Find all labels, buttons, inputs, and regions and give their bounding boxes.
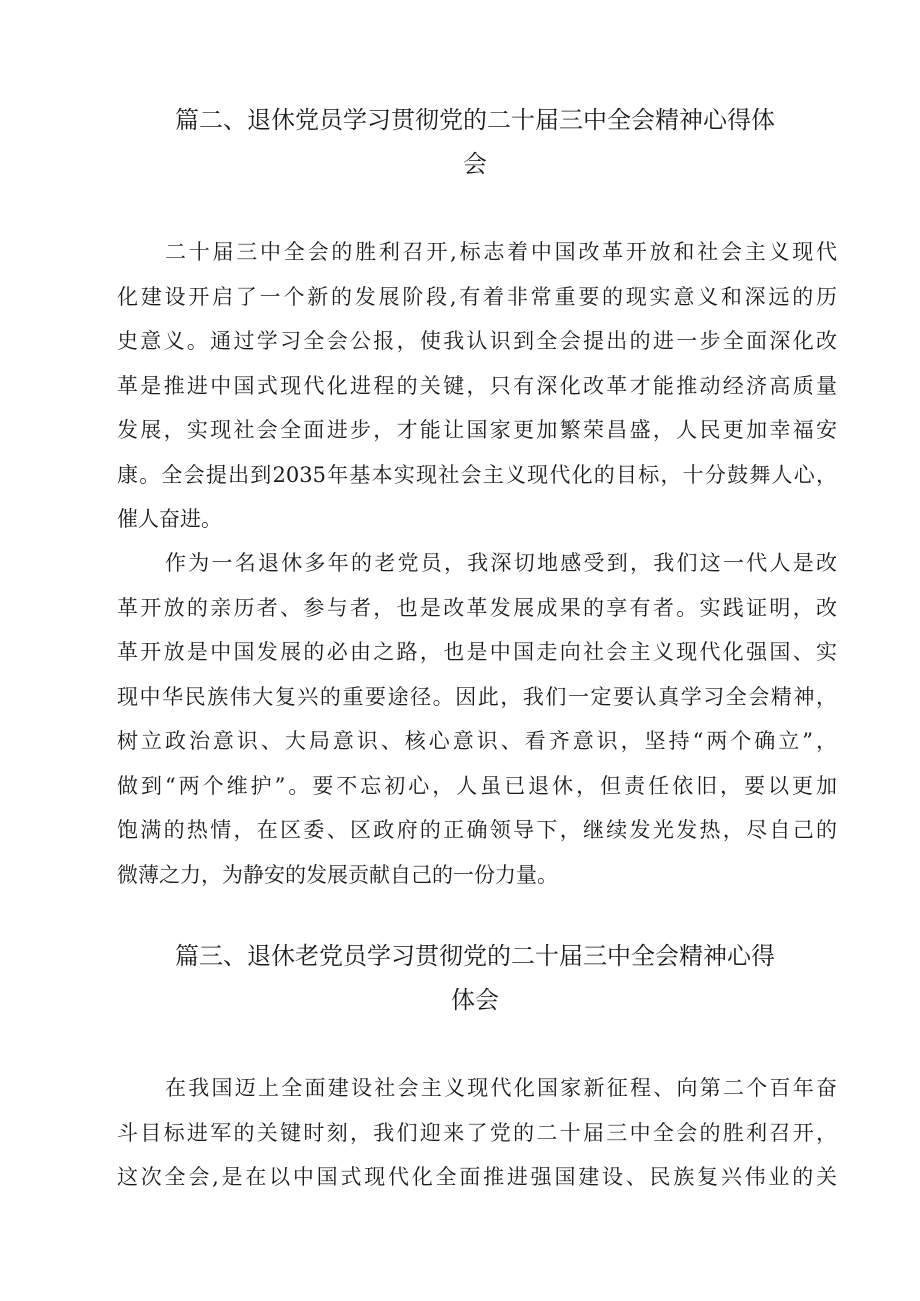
section-2-title	[150, 98, 800, 186]
section-2-title-line-1: 篇二、退休党员学习贯彻党的二十届三中全会精神心得体	[175, 106, 775, 134]
text-line: 史意义。通过学习全会公报，使我认识到全会提出的进一步全面深化改	[117, 329, 837, 353]
text-line: 革开放是中国发展的必由之路，也是中国走向社会主义现代化强国、实	[117, 640, 837, 664]
section-3-title	[150, 934, 800, 1022]
text-line: 做到“两个维护”。要不忘初心，人虽已退休，但责任依旧，要以更加	[117, 773, 837, 798]
text-line: 革开放的亲历者、参与者，也是改革发展成果的享有者。实践证明，改	[117, 595, 837, 620]
text-line: 作为一名退休多年的老党员，我深切地感受到，我们这一代人是改	[165, 551, 837, 575]
text-line: 现中华民族伟大复兴的重要途径。因此，我们一定要认真学习全会精神，	[117, 684, 837, 709]
text-line: 发展，实现社会全面进步，才能让国家更加繁荣昌盛，人民更加幸福安	[117, 418, 837, 442]
text-line: 革是推进中国式现代化进程的关键，只有深化改革才能推动经济高质量	[117, 373, 837, 398]
text-line: 微薄之力，为静安的发展贡献自己的一份力量。	[117, 862, 558, 887]
section-3-paragraph-1	[117, 1066, 837, 1200]
section-3-title-line-2: 体会	[451, 986, 499, 1014]
section-3-title-line-1: 篇三、退休老党员学习贯彻党的二十届三中全会精神心得	[175, 942, 775, 970]
section-2-paragraph-1	[117, 230, 837, 542]
text-line: 化建设开启了一个新的发展阶段,有着非常重要的现实意义和深远的历	[117, 284, 837, 309]
text-line: 康。全会提出到2035年基本实现社会主义现代化的目标，十分鼓舞人心，	[117, 462, 837, 487]
text-line: 这次全会,是在以中国式现代化全面推进强国建设、民族复兴伟业的关	[117, 1165, 837, 1189]
text-line: 饱满的热情，在区委、区政府的正确领导下，继续发光发热，尽自己的	[117, 818, 837, 842]
text-line: 在我国迈上全面建设社会主义现代化国家新征程、向第二个百年奋	[165, 1076, 837, 1100]
text-line: 催人奋进。	[117, 507, 222, 531]
text-line: 树立政治意识、大局意识、核心意识、看齐意识，坚持“两个确立”，	[117, 729, 837, 753]
text-line: 斗目标进军的关键时刻，我们迎来了党的二十届三中全会的胜利召开，	[117, 1120, 837, 1145]
section-2-title-line-2: 会	[463, 150, 487, 178]
text-line: 二十届三中全会的胜利召开,标志着中国改革开放和社会主义现代	[165, 240, 837, 264]
section-2-paragraph-2	[117, 541, 837, 897]
